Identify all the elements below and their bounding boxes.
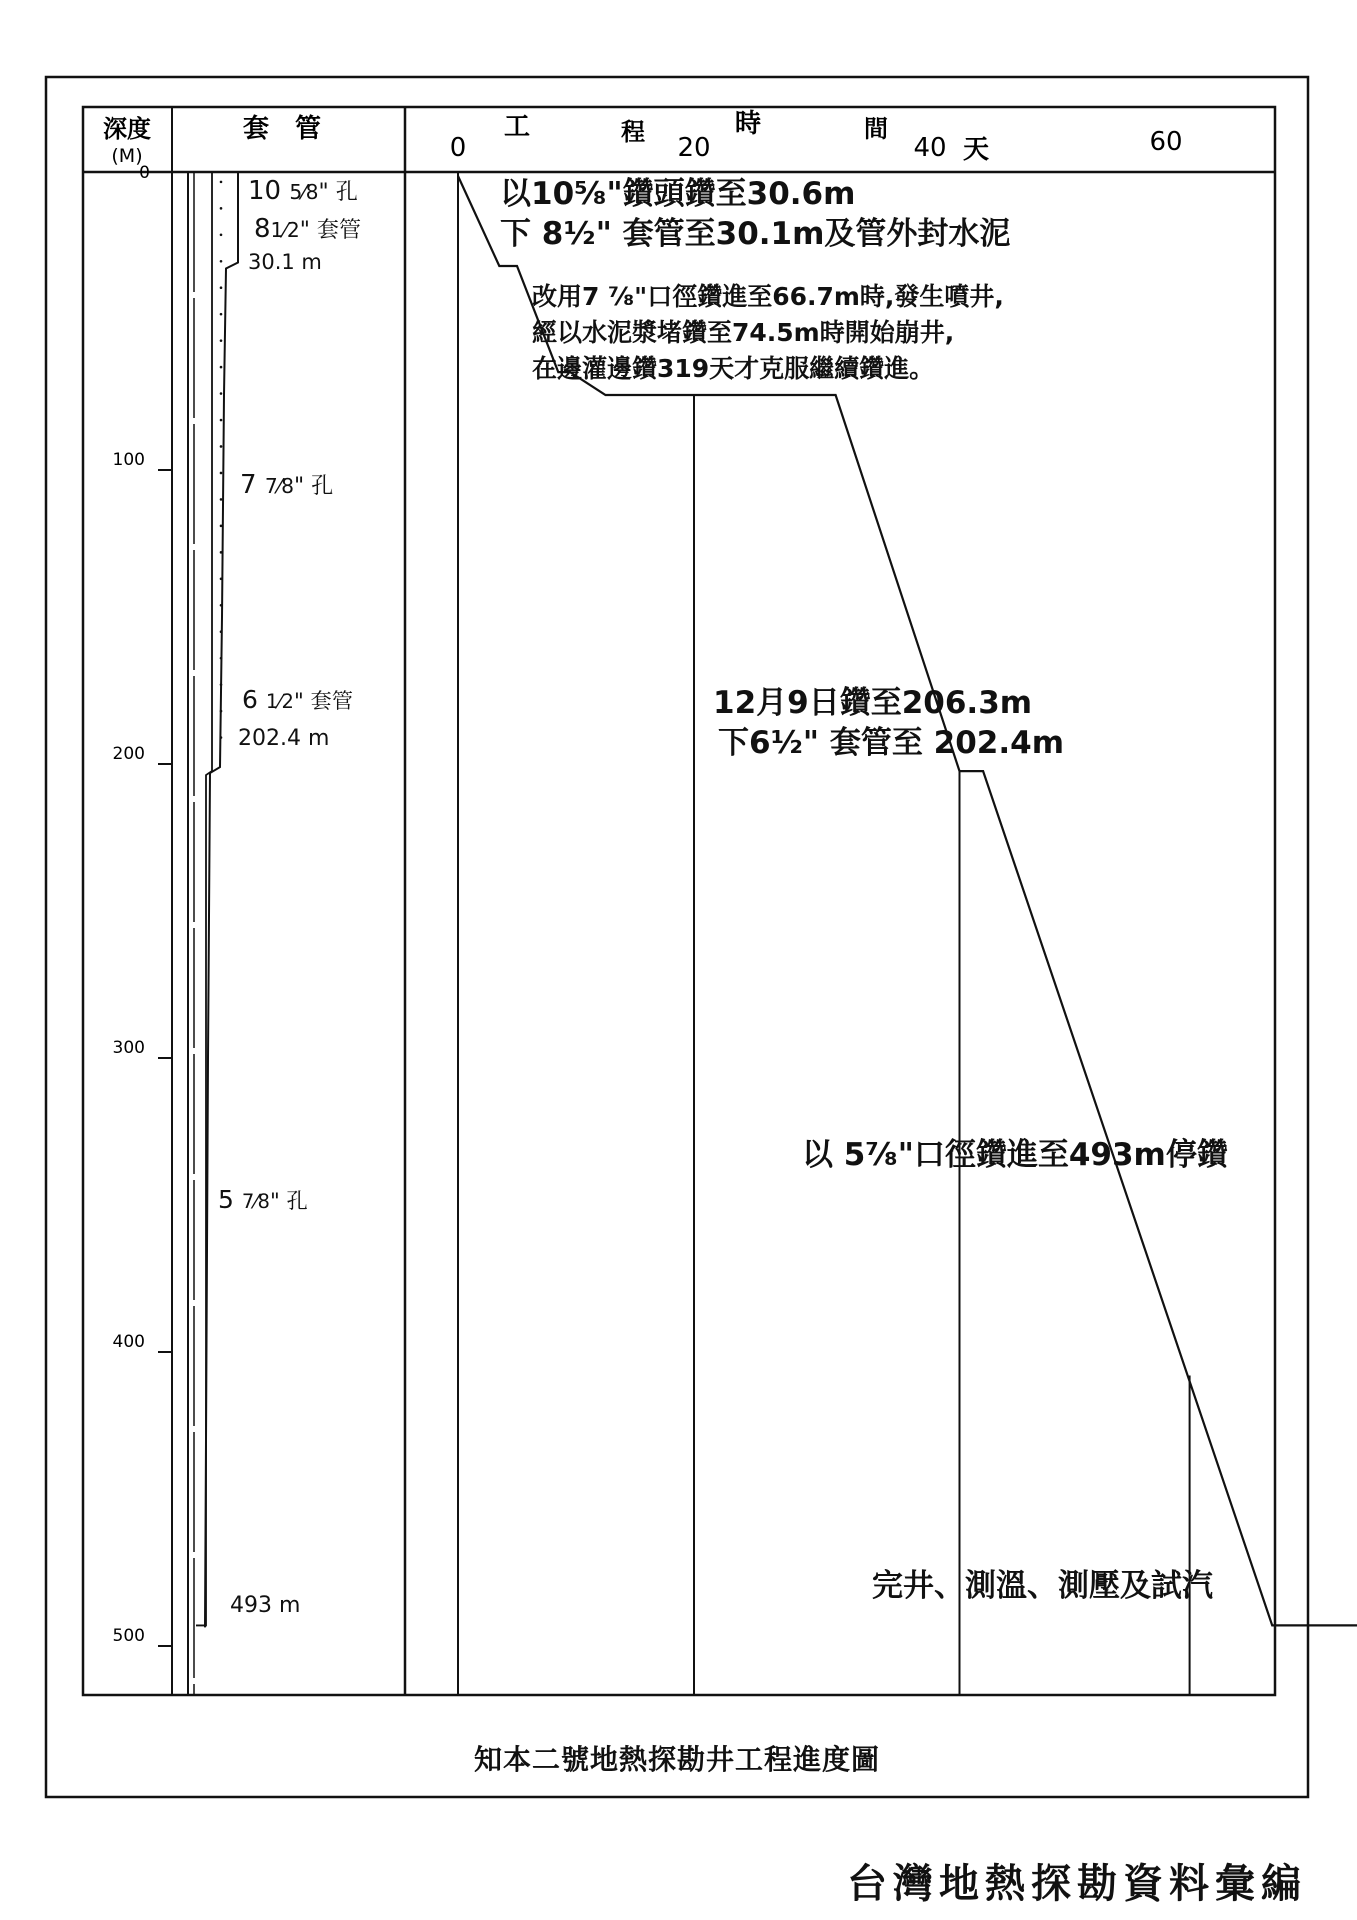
casing-note-main: 5 bbox=[218, 1185, 242, 1214]
casing-note-main: 8 bbox=[254, 214, 271, 244]
casing-note-main: 493 m bbox=[230, 1593, 301, 1619]
cement-dot bbox=[220, 366, 223, 369]
cement-dot bbox=[220, 419, 223, 422]
progress-line bbox=[458, 176, 1357, 1625]
cement-dot bbox=[220, 710, 223, 713]
cement-dot bbox=[220, 498, 223, 501]
annotation-5: 完井、測溫、測壓及試汽 bbox=[872, 1568, 1213, 1604]
depth-axis bbox=[113, 163, 172, 1646]
depth-unit-header: (M) bbox=[111, 145, 143, 167]
time-header-char-4: 間 bbox=[864, 115, 888, 143]
casing-note-main: 10 bbox=[248, 175, 290, 206]
time-tick-label-0: 0 bbox=[449, 133, 467, 163]
casing-note-5 bbox=[238, 726, 329, 752]
casing-note-fraction: 1⁄2 bbox=[265, 690, 294, 714]
depth-tick-label-400: 400 bbox=[112, 1332, 145, 1352]
casing-note-main: 6 bbox=[242, 685, 266, 715]
casing-note-2 bbox=[248, 250, 322, 275]
casing-note-tail: " 套管 bbox=[299, 217, 362, 243]
annotation-1-line-2: 下 8¹⁄₂" 套管至30.1m及管外封水泥 bbox=[500, 216, 1011, 252]
annotation-4: 以 5⁷⁄₈"口徑鑽進至493m停鑽 bbox=[802, 1137, 1228, 1173]
casing-note-fraction: 1⁄2 bbox=[270, 218, 300, 242]
time-header-char-2: 程 bbox=[621, 118, 645, 146]
casing-note-4 bbox=[242, 685, 353, 715]
casing-note-main: 7 bbox=[240, 469, 265, 500]
cement-dot bbox=[220, 525, 223, 528]
cement-dot bbox=[220, 551, 223, 554]
series bbox=[458, 176, 1357, 1625]
annotation-2-line-1: 改用7 ⁷⁄₈"口徑鑽進至66.7m時,發生噴井, bbox=[532, 282, 1004, 311]
casing-note-fraction: 5⁄8 bbox=[289, 179, 319, 204]
cement-dot bbox=[220, 207, 223, 210]
cement-dot bbox=[220, 339, 223, 342]
cement-dot bbox=[220, 445, 223, 448]
casing-note-tail: " 孔 bbox=[293, 472, 334, 499]
casing-note-7 bbox=[230, 1593, 300, 1619]
depth-tick-label-200: 200 bbox=[112, 744, 145, 764]
time-axis bbox=[450, 127, 1357, 163]
cement-dot bbox=[220, 286, 223, 289]
annotation-3-line-2: 下6¹⁄₂" 套管至 202.4m bbox=[718, 725, 1064, 761]
cement-dot bbox=[220, 181, 223, 184]
time-unit-header: 天 bbox=[962, 135, 990, 165]
cement-dot bbox=[220, 657, 223, 660]
cement-dot bbox=[220, 392, 223, 395]
annotation-2-line-3: 在邊灌邊鑽319天才克服繼續鑽進。 bbox=[532, 354, 935, 383]
cement-dot bbox=[220, 260, 223, 263]
cement-dot bbox=[220, 472, 223, 475]
cement-dot bbox=[220, 604, 223, 607]
cement-dot bbox=[220, 577, 223, 580]
annotation-2-line-2: 經以水泥漿堵鑽至74.5m時開始崩井, bbox=[532, 318, 955, 347]
annotation-1-line-1: 以10⁵⁄₈"鑽頭鑽至30.6m bbox=[500, 176, 856, 212]
casing-note-0 bbox=[248, 176, 358, 207]
time-header-char-1: 工 bbox=[503, 112, 531, 142]
annotation-3-line-1: 12月9日鑽至206.3m bbox=[713, 685, 1033, 721]
depth-tick-label-0: 0 bbox=[139, 163, 150, 183]
casing-note-fraction: 7⁄8 bbox=[241, 1190, 270, 1213]
casing-note-main: 202.4 m bbox=[238, 725, 330, 751]
time-header-char-3: 時 bbox=[734, 109, 762, 139]
borehole-outline bbox=[205, 172, 238, 1627]
cement-dot bbox=[220, 630, 223, 633]
casing-note-tail: " 孔 bbox=[318, 178, 358, 205]
day-gridlines bbox=[458, 172, 1357, 1695]
casing-note-main: 30.1 m bbox=[248, 250, 322, 275]
depth-header: 深度 bbox=[103, 115, 151, 143]
time-tick-label-60: 60 bbox=[1149, 127, 1183, 157]
depth-tick-label-300: 300 bbox=[112, 1038, 145, 1058]
cement-dot bbox=[220, 234, 223, 237]
chart-caption: 知本二號地熱探勘井工程進度圖 bbox=[473, 1743, 880, 1776]
casing-note-3 bbox=[240, 470, 333, 501]
time-tick-label-20: 20 bbox=[677, 133, 711, 163]
casing-note-6 bbox=[218, 1185, 308, 1215]
page-footer: 台灣地熱探勘資料彙編 bbox=[847, 1861, 1307, 1907]
borehole-column bbox=[188, 172, 238, 1695]
cement-dot bbox=[220, 736, 223, 739]
cement-dot bbox=[220, 313, 223, 316]
depth-tick-label-500: 500 bbox=[112, 1626, 145, 1646]
casing-note-fraction: 7⁄8 bbox=[264, 473, 294, 498]
casing-header: 套 管 bbox=[242, 114, 322, 144]
casing-note-1 bbox=[254, 214, 361, 245]
time-tick-label-40: 40 bbox=[913, 133, 947, 163]
depth-tick-label-100: 100 bbox=[112, 450, 145, 470]
cement-dot bbox=[220, 683, 223, 686]
casing-note-tail: " 孔 bbox=[269, 1189, 308, 1214]
casing-note-tail: " 套管 bbox=[293, 689, 353, 715]
